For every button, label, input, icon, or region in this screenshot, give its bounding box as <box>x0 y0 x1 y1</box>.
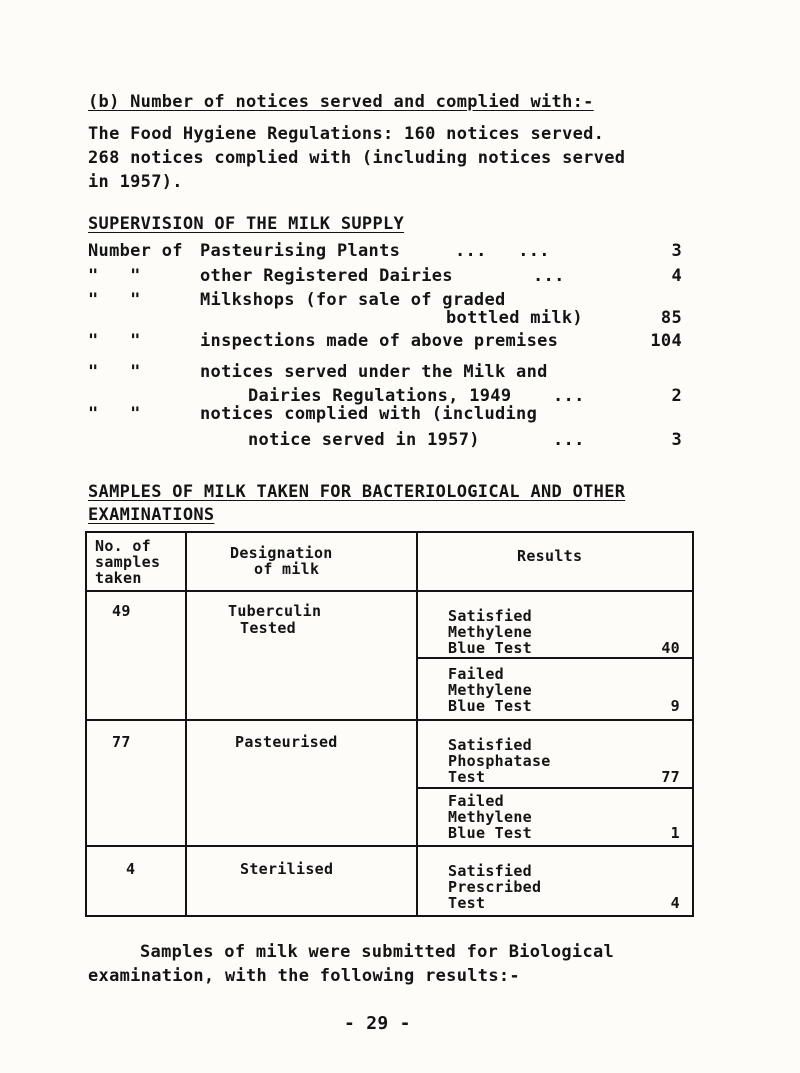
header-count-line: No. of <box>95 537 151 555</box>
row-dots: ... <box>533 266 565 286</box>
result-line: Blue Test <box>448 639 532 657</box>
result-line: Test <box>448 768 486 786</box>
table-subrow-rule <box>416 657 694 659</box>
row-prefix: " " <box>88 362 141 382</box>
result-value: 40 <box>661 639 680 657</box>
food-hygiene-line-2: 268 notices complied with (including notices served <box>88 148 626 168</box>
sample-count: 4 <box>126 860 136 878</box>
section-b-heading: (b) Number of notices served and complied with:- <box>88 92 594 112</box>
sample-count: 77 <box>112 733 131 751</box>
table-left-rule <box>85 531 87 917</box>
result-line: Methylene <box>448 808 532 826</box>
sample-count: 49 <box>112 602 131 620</box>
row-value: 3 <box>671 241 682 261</box>
result-line: Satisfied <box>448 736 532 754</box>
result-line: Methylene <box>448 623 532 641</box>
designation-line: Tested <box>240 619 296 637</box>
row-prefix: " " <box>88 331 141 351</box>
result-value: 4 <box>670 894 680 912</box>
table-top-rule <box>85 531 694 533</box>
closing-line-2: examination, with the following results:- <box>88 966 520 986</box>
result-line: Test <box>448 894 486 912</box>
row-dots: ... ... <box>455 241 550 261</box>
result-line: Blue Test <box>448 697 532 715</box>
result-line: Failed <box>448 665 504 683</box>
row-value: 2 <box>671 386 682 406</box>
result-line: Failed <box>448 792 504 810</box>
result-value: 1 <box>670 824 680 842</box>
samples-title-line-1: SAMPLES OF MILK TAKEN FOR BACTERIOLOGICAL AND OTHER <box>88 482 626 502</box>
row-prefix: " " <box>88 266 141 286</box>
table-header-rule <box>85 590 694 592</box>
result-line: Prescribed <box>448 878 542 896</box>
supervision-title: SUPERVISION OF THE MILK SUPPLY <box>88 214 405 234</box>
row-text-continued: notice served in 1957) <box>248 430 480 450</box>
result-line: Methylene <box>448 681 532 699</box>
table-row-rule <box>85 845 694 847</box>
row-dots: ... <box>553 386 585 406</box>
table-right-rule <box>692 531 694 917</box>
row-value: 85 <box>660 308 682 328</box>
closing-line-1: Samples of milk were submitted for Biological <box>140 942 615 962</box>
result-line: Blue Test <box>448 824 532 842</box>
row-prefix: Number of <box>88 241 183 261</box>
table-col-rule <box>185 531 187 917</box>
table-col-rule <box>416 531 418 917</box>
result-value: 9 <box>670 697 680 715</box>
row-prefix: " " <box>88 404 141 424</box>
designation-line: Sterilised <box>240 860 334 878</box>
header-count-line: samples <box>95 553 161 571</box>
food-hygiene-line-1: The Food Hygiene Regulations: 160 notices served. <box>88 124 605 144</box>
table-bottom-rule <box>85 915 694 917</box>
row-text: other Registered Dairies <box>200 266 453 286</box>
row-text: notices complied with (including <box>200 404 538 424</box>
row-text-continued: bottled milk) <box>446 308 583 328</box>
header-designation-line: Designation <box>230 544 333 562</box>
row-value: 3 <box>671 430 682 450</box>
row-value: 4 <box>671 266 682 286</box>
page-number: - 29 - <box>344 1013 411 1034</box>
designation-line: Tuberculin <box>228 602 322 620</box>
header-results: Results <box>517 547 583 565</box>
result-line: Satisfied <box>448 862 532 880</box>
header-count-line: taken <box>95 569 142 587</box>
food-hygiene-line-3: in 1957). <box>88 172 183 192</box>
table-subrow-rule <box>416 787 694 789</box>
table-row-rule <box>85 719 694 721</box>
header-designation-line: of milk <box>254 560 320 578</box>
row-text: Milkshops (for sale of graded <box>200 290 506 310</box>
row-text: inspections made of above premises <box>200 331 559 351</box>
samples-title-line-2: EXAMINATIONS <box>88 505 215 525</box>
row-value: 104 <box>650 331 682 351</box>
result-value: 77 <box>661 768 680 786</box>
row-prefix: " " <box>88 290 141 310</box>
row-dots: ... <box>553 430 585 450</box>
row-text: notices served under the Milk and <box>200 362 548 382</box>
row-text: Pasteurising Plants <box>200 241 401 261</box>
row-text-continued: Dairies Regulations, 1949 <box>248 386 512 406</box>
result-line: Satisfied <box>448 607 532 625</box>
result-line: Phosphatase <box>448 752 551 770</box>
designation-line: Pasteurised <box>235 733 338 751</box>
